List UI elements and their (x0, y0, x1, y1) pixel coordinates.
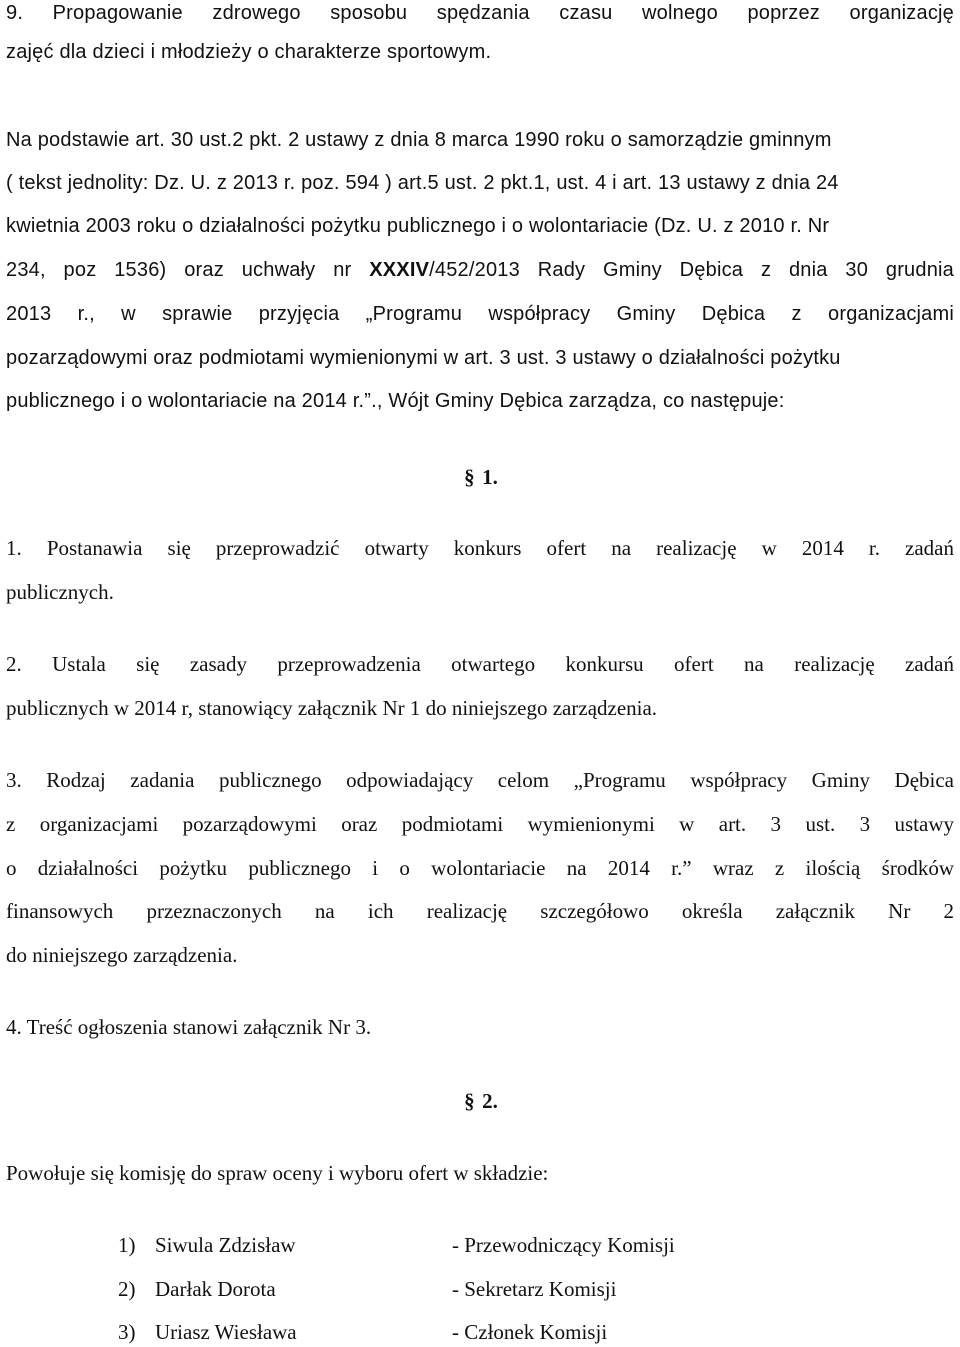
paragraph-line: 4. Treść ogłoszenia stanowi załącznik Nr 3. (6, 1015, 372, 1039)
committee-intro: Powołuje się komisję do spraw oceny i wyboru ofert w składzie: (6, 1161, 549, 1185)
paragraph-line: z organizacjami pozarządowymi oraz podmiotami wymienionymi w art. 3 ust. 3 ustawy (6, 812, 954, 836)
paragraph-line: finansowych przeznaczonych na ich realizację szczegółowo określa załącznik Nr 2 (6, 899, 954, 923)
member-name: Uriasz Wiesława (155, 1320, 297, 1344)
member-role: - Członek Komisji (452, 1320, 608, 1344)
legal-basis-text: /452/2013 Rady Gminy Dębica z dnia 30 grudnia (429, 259, 954, 281)
legal-basis-text: 234, poz 1536) oraz uchwały nr (6, 259, 370, 281)
section-heading-1: § 1. (5, 463, 960, 491)
paragraph-line: do niniejszego zarządzenia. (6, 943, 238, 967)
paragraph-line: 1. Postanawia się przeprowadzić otwarty konkurs ofert na realizację w 2014 r. zadań (6, 536, 954, 560)
member-number: 3) (118, 1320, 136, 1344)
member-name: Siwula Zdzisław (155, 1233, 296, 1257)
legal-basis-line: publicznego i o wolontariacie na 2014 r.”., Wójt Gminy Dębica zarządza, co następuje: (6, 390, 785, 412)
member-role: - Przewodniczący Komisji (452, 1233, 675, 1257)
paragraph-line: publicznych. (6, 580, 114, 604)
member-number: 2) (118, 1277, 136, 1301)
paragraph-line: 3. Rodzaj zadania publicznego odpowiadający celom „Programu współpracy Gminy Dębica (6, 768, 954, 792)
legal-basis-line: 2013 r., w sprawie przyjęcia „Programu współpracy Gminy Dębica z organizacjami (6, 303, 954, 325)
legal-basis-line: Na podstawie art. 30 ust.2 pkt. 2 ustawy z dnia 8 marca 1990 roku o samorządzie gminnym (6, 129, 832, 151)
paragraph-line: o działalności pożytku publicznego i o wolontariacie na 2014 r.” wraz z ilością środków (6, 856, 954, 880)
legal-basis-line (6, 256, 954, 284)
member-name: Darłak Dorota (155, 1277, 276, 1301)
intro-line: 9. Propagowanie zdrowego sposobu spędzania czasu wolnego poprzez organizację (6, 2, 954, 24)
member-role: - Sekretarz Komisji (452, 1277, 617, 1301)
paragraph-line: publicznych w 2014 r, stanowiący załącznik Nr 1 do niniejszego zarządzenia. (6, 696, 658, 720)
member-number: 1) (118, 1233, 136, 1257)
legal-basis-line: pozarządowymi oraz podmiotami wymienionymi w art. 3 ust. 3 ustawy o działalności pożytku (6, 347, 841, 369)
paragraph-line: 2. Ustala się zasady przeprowadzenia otwartego konkursu ofert na realizację zadań (6, 652, 954, 676)
legal-basis-line: kwietnia 2003 roku o działalności pożytku publicznego i o wolontariacie (Dz. U. z 2010 r. Nr (6, 215, 830, 237)
resolution-number: XXXIV (369, 259, 430, 281)
section-heading-2: § 2. (5, 1087, 960, 1115)
intro-line: zajęć dla dzieci i młodzieży o charakterze sportowym. (6, 41, 492, 63)
legal-basis-line: ( tekst jednolity: Dz. U. z 2013 r. poz. 594 ) art.5 ust. 2 pkt.1, ust. 4 i art. 13 ustawy z dnia 24 (6, 172, 839, 194)
